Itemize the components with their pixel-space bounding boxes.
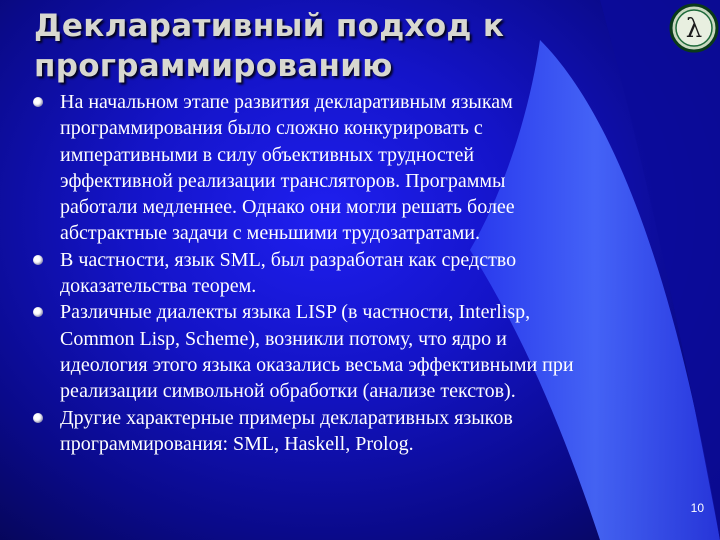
bullet-item [60, 405, 700, 458]
bullet-item [60, 247, 700, 300]
bullet-line: эффективной реализации трансляторов. Программы [60, 169, 506, 192]
bullet-line: На начальном этапе развития декларативным языкам [60, 91, 513, 113]
bullet-item [60, 89, 700, 247]
bullet-list [60, 89, 700, 457]
bullet-dot-icon [33, 255, 43, 265]
bullet-line: доказательства теорем. [60, 275, 257, 298]
bullet-line: абстрактные задачи с меньшими трудозатратами. [60, 222, 480, 245]
bullet-line: программирования: SML, Haskell, Prolog. [60, 432, 414, 455]
title-line-2: программированию [34, 48, 393, 84]
bullet-dot-icon [33, 413, 43, 423]
bullet-line: Другие характерные примеры декларативных языков [60, 406, 513, 429]
bullet-line: Common Lisp, Scheme), возникли потому, что ядро и [60, 327, 507, 350]
bullet-line: работали медленнее. Однако они могли решать более [60, 196, 515, 219]
slide-title [34, 6, 634, 86]
bullet-line: реализации символьной обработки (анализе текстов). [60, 380, 516, 403]
bullet-line: В частности, язык SML, был разработан как средство [60, 248, 517, 271]
bullet-line: идеология этого языка оказались весьма эффективными при [60, 353, 574, 376]
page-number: 10 [690, 501, 704, 515]
lambda-logo-icon [664, 2, 720, 54]
title-line-1: Декларативный подход к [34, 8, 505, 44]
bullet-item [60, 299, 700, 404]
bullet-dot-icon [33, 97, 43, 107]
bullet-line: императивными в силу объективных трудностей [60, 143, 475, 166]
bullet-line: Различные диалекты языка LISP (в частности, Interlisp, [60, 301, 531, 324]
logo-symbol: λ [685, 14, 703, 44]
bullet-line: программирования было сложно конкурировать с [60, 117, 483, 140]
